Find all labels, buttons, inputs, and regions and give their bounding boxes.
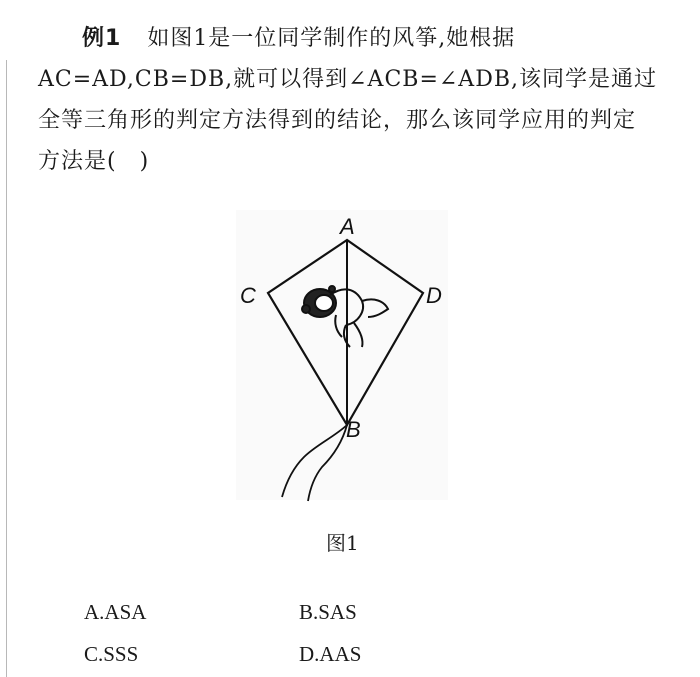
kite-diagram <box>226 205 458 505</box>
kite-figure <box>226 205 458 505</box>
option-a[interactable]: A.ASA <box>84 600 147 624</box>
problem-body: 如图1是一位同学制作的风筝,她根据AC=AD,CB=DB,就可以得到∠ACB=∠ADB,该同学是通过全等三角形的判定方法得到的结论，那么该同学应用的判定方法是( ) <box>38 26 657 174</box>
figure-background <box>236 210 448 500</box>
figure-caption: 图1 <box>326 531 359 555</box>
problem-label: 例1 <box>82 26 122 51</box>
problem-statement <box>38 18 658 182</box>
point-label-c: C <box>240 283 256 308</box>
point-label-d: D <box>426 283 442 308</box>
page-margin-line <box>6 60 7 677</box>
option-d[interactable]: D.AAS <box>299 642 362 666</box>
point-label-b: B <box>346 417 361 442</box>
point-label-a: A <box>340 214 355 239</box>
option-b[interactable]: B.SAS <box>299 600 357 624</box>
option-c[interactable]: C.SSS <box>84 642 139 666</box>
